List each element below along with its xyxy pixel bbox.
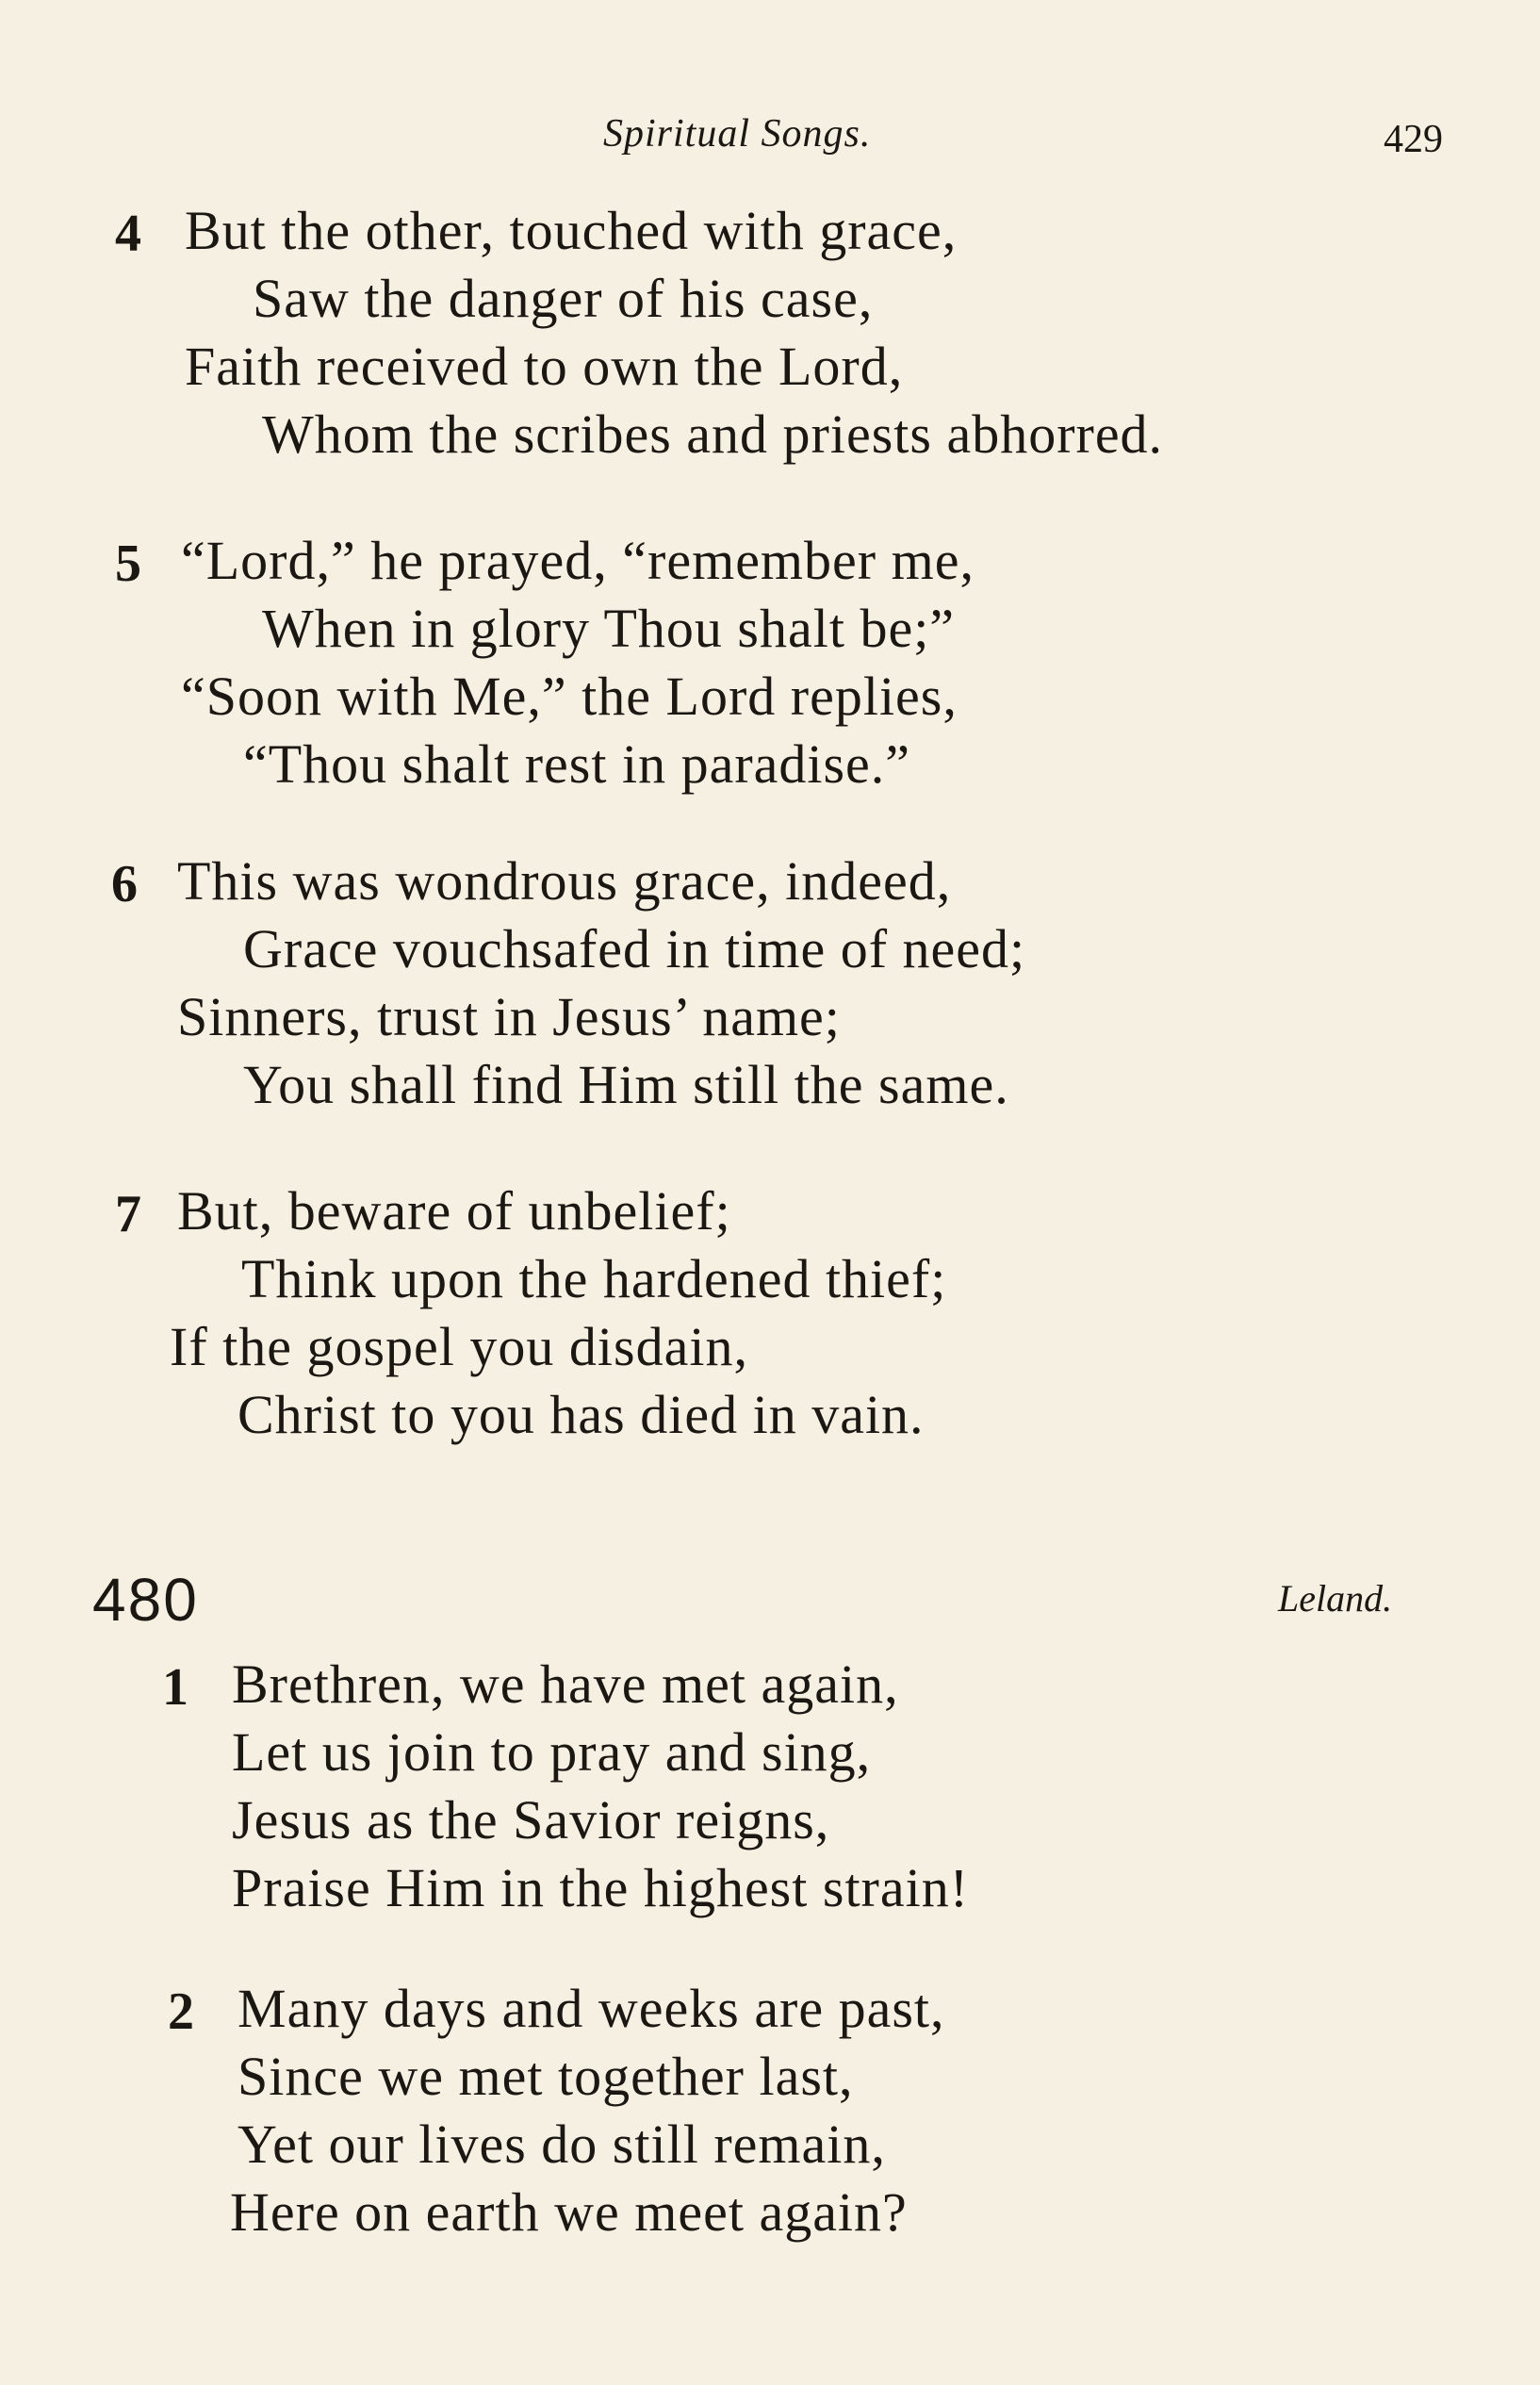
stanza-number: 1 <box>162 1658 188 1717</box>
verse-line: Christ to you has died in vain. <box>238 1384 925 1445</box>
verse-line: This was wondrous grace, indeed, <box>177 850 952 912</box>
verse-line: Let us join to pray and sing, <box>232 1721 872 1783</box>
verse-line: But the other, touched with grace, <box>185 200 958 261</box>
stanza-number: 4 <box>115 205 141 263</box>
verse-line: “Lord,” he prayed, “remember me, <box>181 530 975 591</box>
stanza-number: 6 <box>111 855 138 913</box>
stanza-number: 5 <box>115 535 141 593</box>
verse-line: Grace vouchsafed in time of need; <box>243 918 1026 979</box>
hymn-number: 480 <box>92 1566 199 1634</box>
verse-line: “Soon with Me,” the Lord replies, <box>181 666 958 727</box>
page-number: 429 <box>1384 118 1443 161</box>
verse-line: Whom the scribes and priests abhorred. <box>262 403 1164 465</box>
verse-line: Here on earth we meet again? <box>230 2181 908 2243</box>
stanza-number: 2 <box>168 1982 194 2041</box>
running-header-title: Spiritual Songs. <box>603 112 872 156</box>
stanza-number: 7 <box>115 1185 141 1243</box>
verse-line: Faith received to own the Lord, <box>185 336 904 397</box>
verse-line: When in glory Thou shalt be;” <box>262 598 956 659</box>
verse-line: Many days and weeks are past, <box>238 1978 945 2039</box>
verse-line: You shall find Him still the same. <box>243 1054 1009 1115</box>
verse-line: Yet our lives do still remain, <box>238 2114 886 2175</box>
verse-line: Since we met together last, <box>238 2046 854 2107</box>
verse-line: If the gospel you disdain, <box>170 1316 748 1377</box>
tune-name: Leland. <box>1278 1577 1393 1620</box>
verse-line: Sinners, trust in Jesus’ name; <box>177 986 841 1047</box>
verse-line: But, beware of unbelief; <box>177 1180 731 1242</box>
verse-line: Think upon the hardened thief; <box>241 1248 947 1309</box>
verse-line: Praise Him in the highest strain! <box>232 1857 970 1918</box>
verse-line: Jesus as the Savior reigns, <box>232 1789 830 1850</box>
verse-line: Brethren, we have met again, <box>232 1653 899 1715</box>
verse-line: “Thou shalt rest in paradise.” <box>243 733 911 795</box>
verse-line: Saw the danger of his case, <box>253 268 874 329</box>
